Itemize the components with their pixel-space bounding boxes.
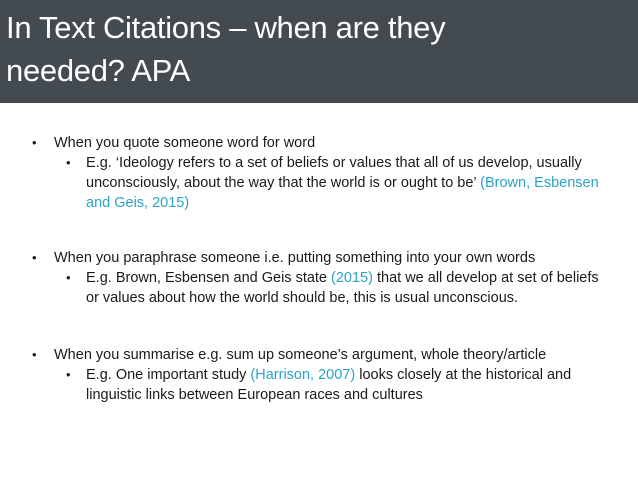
example-text: E.g. Brown, Esbensen and Geis state — [86, 270, 332, 286]
citation-text: (Brown, Esbensen and Geis, 2015) — [86, 175, 599, 211]
example-text: E.g. ‘Ideology refers to a set of beliefs or values that all of us develop, usually unconsciously, about the way that the world is or ought to be’ — [86, 155, 582, 191]
bullet-sub — [32, 268, 606, 308]
bullet-sub — [32, 153, 606, 213]
bullet-main-text: When you summarise e.g. sum up someone’s argument, whole theory/article — [54, 347, 547, 363]
bullet-point-paraphrase — [32, 248, 612, 308]
slide-title-line-2: needed? APA — [6, 53, 191, 88]
slide-title-line-1: In Text Citations – when are they — [6, 10, 446, 45]
bullet-main — [32, 345, 612, 365]
example-text-end: that we all develop at set of beliefs or values about how the world should be, this is usual unconscious. — [86, 270, 599, 306]
bullet-dot-icon: • — [32, 135, 37, 150]
bullet-main-text: When you quote someone word for word — [54, 135, 316, 151]
bullet-dot-icon: • — [32, 250, 37, 265]
bullet-main-text: When you paraphrase someone i.e. putting something into your own words — [54, 250, 536, 266]
bullet-dot-icon: • — [66, 270, 71, 285]
slide-body — [0, 103, 638, 479]
bullet-main — [32, 248, 612, 268]
slide-title — [6, 6, 638, 92]
citation-text: (Harrison, 2007) — [250, 367, 356, 383]
bullet-point-summarise — [32, 345, 612, 405]
example-text: E.g. One important study — [86, 367, 251, 383]
bullet-sub — [32, 365, 606, 405]
bullet-dot-icon: • — [32, 347, 37, 362]
bullet-main — [32, 133, 612, 153]
bullet-dot-icon: • — [66, 155, 71, 170]
bullet-dot-icon: • — [66, 367, 71, 382]
example-text-end: looks closely at the historical and linguistic links between European races and cultures — [86, 367, 572, 403]
title-bar — [0, 0, 638, 103]
citation-text: (2015) — [331, 270, 373, 286]
bullet-point-quote — [32, 133, 612, 213]
